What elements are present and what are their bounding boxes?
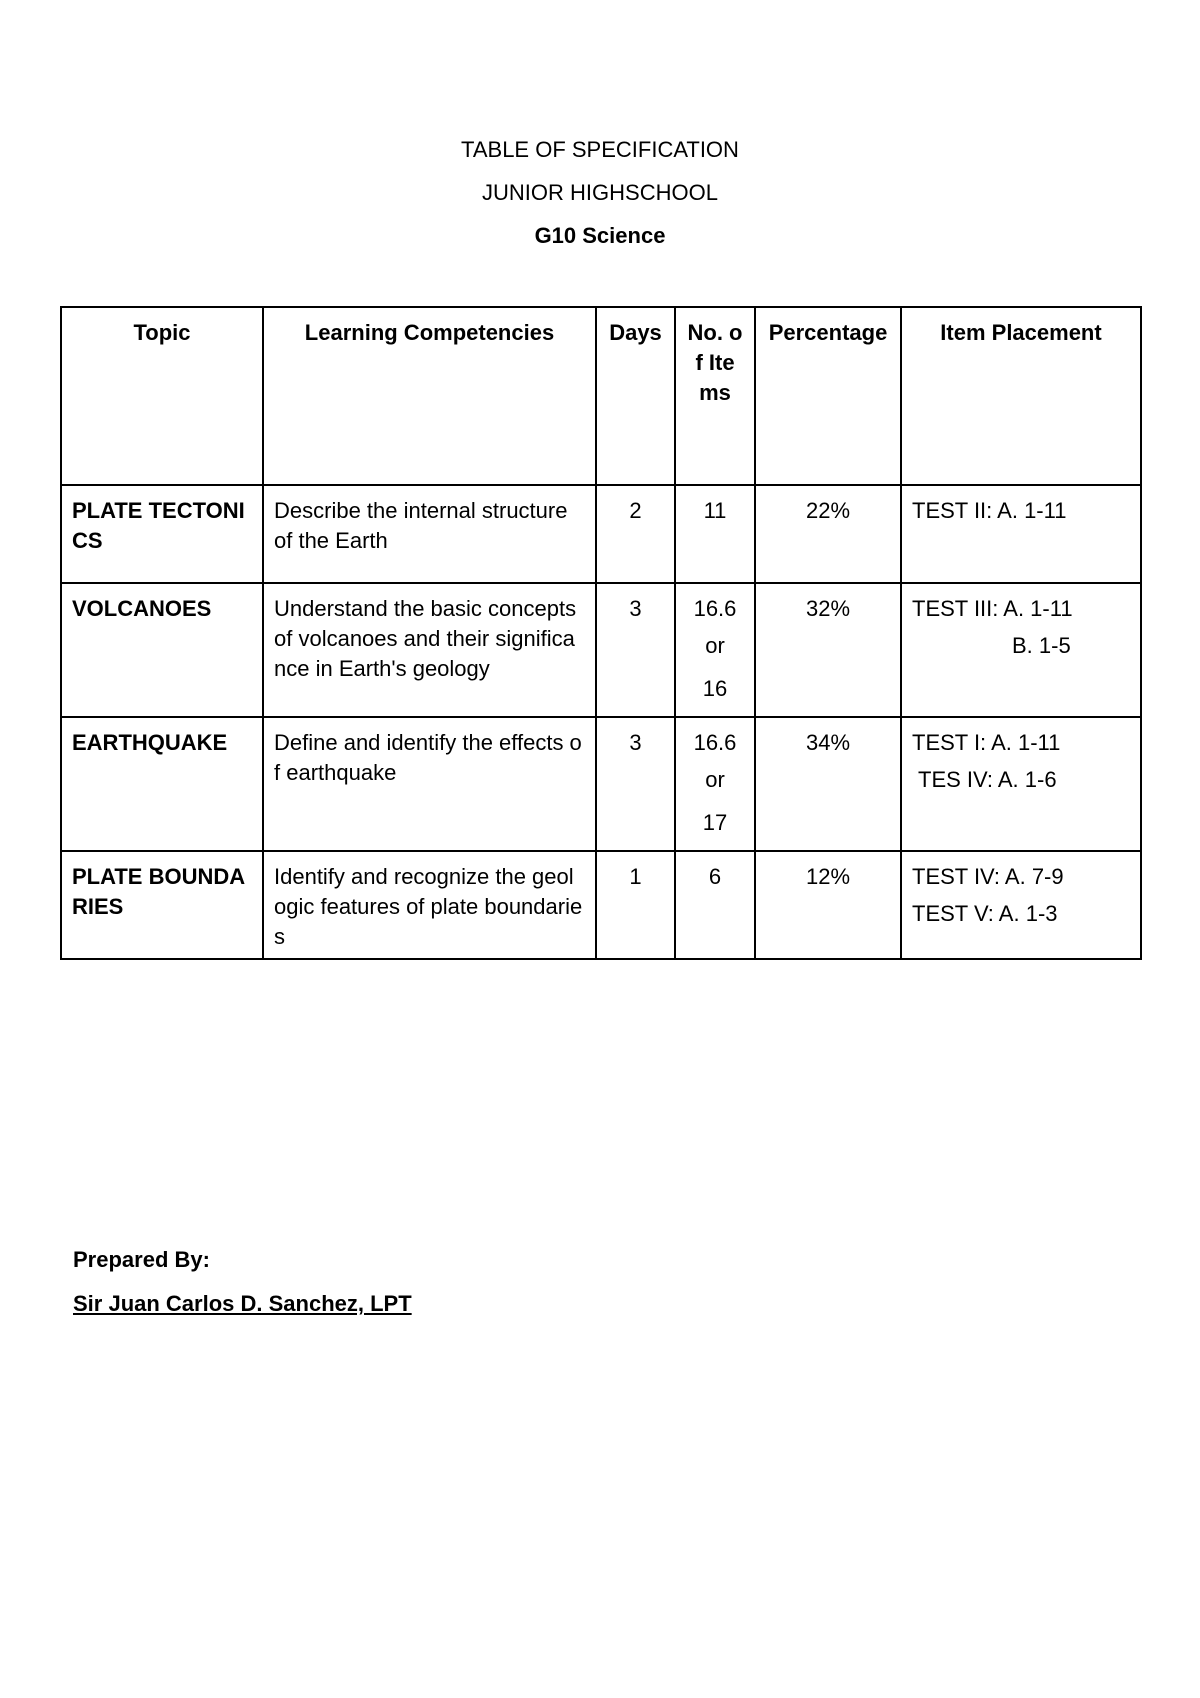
items-value: 6 — [708, 864, 722, 889]
placement-line: TEST IV: A. 7-9 — [912, 864, 1064, 889]
topic-cell: EARTHQUAKE — [61, 717, 263, 851]
percentage-cell: 12% — [755, 851, 901, 959]
column-header-competencies: Learning Competencies — [263, 307, 596, 485]
competency-cell: Identify and recognize the geologic features of plate boundaries — [263, 851, 596, 959]
days-cell: 3 — [596, 717, 675, 851]
percentage-cell: 32% — [755, 583, 901, 717]
table-header-row — [61, 307, 1141, 485]
placement-cell — [901, 583, 1141, 717]
specification-table — [60, 306, 1142, 960]
topic-cell: VOLCANOES — [61, 583, 263, 717]
items-or: or — [705, 633, 725, 658]
placement-line: B. 1-5 — [1012, 633, 1071, 658]
topic-cell: PLATE BOUNDARIES — [61, 851, 263, 959]
placement-line: TEST V: A. 1-3 — [912, 901, 1058, 926]
column-header-percentage: Percentage — [755, 307, 901, 485]
table-row — [61, 485, 1141, 583]
document-title: TABLE OF SPECIFICATION — [461, 137, 739, 162]
prepared-by-label: Prepared By: — [73, 1247, 210, 1272]
items-value: 16.6 — [693, 730, 737, 755]
document-subject: G10 Science — [534, 223, 666, 248]
topic-cell: PLATE TECTONICS — [61, 485, 263, 583]
percentage-cell: 22% — [755, 485, 901, 583]
competency-cell: Understand the basic concepts of volcanoes and their significance in Earth's geology — [263, 583, 596, 717]
items-cell — [675, 717, 755, 851]
placement-cell — [901, 717, 1141, 851]
items-cell — [675, 851, 755, 959]
days-cell: 3 — [596, 583, 675, 717]
days-cell: 1 — [596, 851, 675, 959]
items-value: 11 — [703, 498, 727, 523]
items-or: or — [705, 767, 725, 792]
placement-line: TEST II: A. 1-11 — [912, 498, 1067, 523]
signer-name: Sir Juan Carlos D. Sanchez, LPT — [73, 1291, 412, 1316]
competency-cell: Describe the internal structure of the Earth — [263, 485, 596, 583]
items-rounded: 17 — [702, 810, 728, 835]
column-header-items: No. of Items — [675, 307, 755, 485]
column-header-topic: Topic — [61, 307, 263, 485]
table-row — [61, 717, 1141, 851]
percentage-cell: 34% — [755, 717, 901, 851]
column-header-days: Days — [596, 307, 675, 485]
items-cell — [675, 583, 755, 717]
placement-line: TES IV: A. 1-6 — [918, 767, 1057, 792]
competency-cell: Define and identify the effects of earthquake — [263, 717, 596, 851]
days-cell: 2 — [596, 485, 675, 583]
placement-cell — [901, 485, 1141, 583]
placement-line: TEST III: A. 1-11 — [912, 596, 1073, 621]
placement-line: TEST I: A. 1-11 — [912, 730, 1061, 755]
placement-cell — [901, 851, 1141, 959]
items-value: 16.6 — [693, 596, 737, 621]
column-header-placement: Item Placement — [901, 307, 1141, 485]
document-level: JUNIOR HIGHSCHOOL — [482, 180, 718, 205]
items-cell — [675, 485, 755, 583]
table-row — [61, 583, 1141, 717]
items-rounded: 16 — [702, 676, 728, 701]
table-row — [61, 851, 1141, 959]
